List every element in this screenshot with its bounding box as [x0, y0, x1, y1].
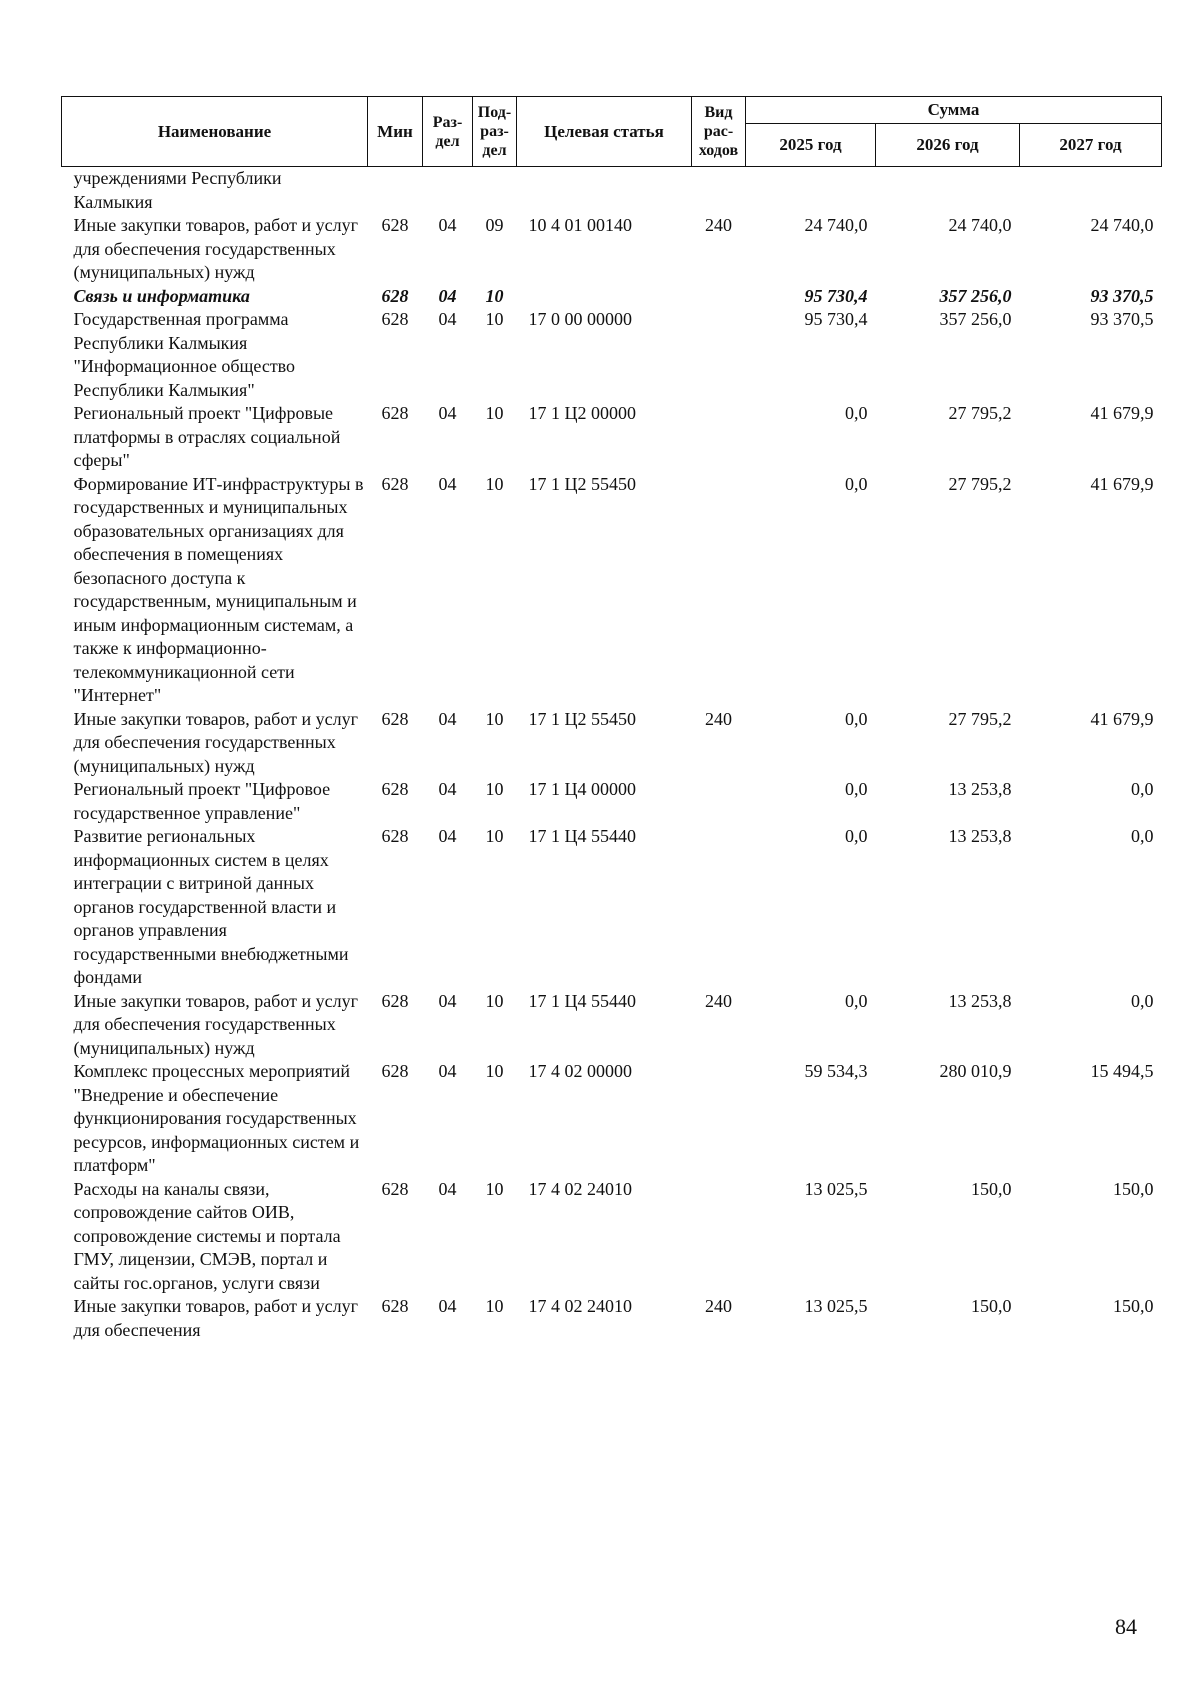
- table-row: [62, 308, 1162, 402]
- row-podrazdel: 10: [485, 285, 504, 306]
- row-razdel: 04: [438, 1178, 457, 1199]
- table-row: [62, 1295, 1162, 1342]
- row-amount-2027: 41 679,9: [1090, 403, 1154, 423]
- row-amount-2026: 27 795,2: [948, 473, 1012, 494]
- row-vid: [692, 167, 746, 215]
- row-podrazdel: [473, 167, 517, 215]
- row-amount-2025: 13 025,5: [804, 1178, 868, 1199]
- row-min: 628: [381, 708, 409, 729]
- table-body: [62, 167, 1162, 1343]
- row-podrazdel: 10: [485, 826, 504, 846]
- table-row: [62, 708, 1162, 779]
- row-amount-2025: 24 740,0: [804, 215, 868, 235]
- row-vid: [692, 308, 746, 402]
- table-row: [62, 167, 1162, 215]
- row-podrazdel: 10: [485, 1178, 504, 1199]
- row-amount-2026: 150,0: [971, 1178, 1012, 1199]
- row-amount-2026: [876, 167, 1020, 215]
- header-podrazdel: Под-раз-дел: [473, 97, 517, 167]
- row-min: 628: [381, 1178, 409, 1199]
- row-amount-2026: 27 795,2: [948, 403, 1012, 423]
- table-row: [62, 990, 1162, 1061]
- header-min: Мин: [368, 97, 423, 167]
- row-name: Иные закупки товаров, работ и услуг для обеспечения государственных (муниципальных) нужд: [73, 708, 358, 776]
- row-amount-2027: 0,0: [1131, 779, 1154, 799]
- row-razdel: 04: [438, 403, 457, 423]
- row-razdel: 04: [438, 826, 457, 846]
- row-amount-2026: 150,0: [971, 1296, 1012, 1316]
- row-amount-2025: 0,0: [845, 403, 868, 423]
- row-min: 628: [381, 473, 409, 494]
- row-celevaya: [517, 285, 692, 309]
- row-podrazdel: 10: [485, 1296, 504, 1316]
- table-row: [62, 473, 1162, 708]
- table-header: [62, 97, 1162, 167]
- row-razdel: 04: [438, 215, 457, 235]
- row-name: Региональный проект "Цифровые платформы в отраслях социальной сферы": [73, 403, 341, 470]
- row-podrazdel: 09: [485, 215, 504, 235]
- row-celevaya: 17 0 00 00000: [528, 309, 632, 329]
- row-razdel: 04: [438, 285, 457, 306]
- row-name: учреждениями Республики Калмыкия: [73, 168, 282, 212]
- row-podrazdel: 10: [485, 990, 504, 1011]
- row-podrazdel: 10: [485, 1061, 504, 1081]
- row-amount-2026: 280 010,9: [939, 1061, 1012, 1081]
- table-row: [62, 1060, 1162, 1178]
- row-min: 628: [381, 285, 409, 306]
- header-y2025: 2025 год: [746, 124, 876, 167]
- table-row: [62, 285, 1162, 309]
- row-celevaya: 17 1 Ц2 00000: [528, 403, 636, 423]
- table-row: [62, 825, 1162, 990]
- row-razdel: 04: [438, 708, 457, 729]
- header-summa: Сумма: [746, 97, 1162, 124]
- row-amount-2027: 0,0: [1131, 826, 1154, 846]
- row-razdel: 04: [438, 990, 457, 1011]
- row-amount-2025: 0,0: [845, 708, 868, 729]
- table-row: [62, 214, 1162, 285]
- row-name: Комплекс процессных мероприятий "Внедрение и обеспечение функционирования государственных ресурсов, информационных систем и платформ": [73, 1061, 360, 1175]
- row-podrazdel: 10: [485, 779, 504, 799]
- row-razdel: 04: [438, 473, 457, 494]
- row-amount-2025: 0,0: [845, 990, 868, 1011]
- row-name: Расходы на каналы связи, сопровождение сайтов ОИВ, сопровождение системы и портала ГМУ, лицензии, СМЭВ, портал и сайты гос.органов, услуги связи: [73, 1178, 341, 1293]
- row-amount-2025: [746, 167, 876, 215]
- row-amount-2027: 41 679,9: [1090, 708, 1154, 729]
- budget-table: [61, 96, 1162, 1342]
- row-vid: 240: [705, 708, 732, 729]
- row-min: 628: [381, 215, 409, 235]
- row-celevaya: 17 1 Ц2 55450: [528, 473, 636, 494]
- table-row: [62, 778, 1162, 825]
- row-name: Иные закупки товаров, работ и услуг для обеспечения: [73, 1296, 358, 1340]
- row-vid: [692, 285, 746, 309]
- row-min: 628: [381, 826, 409, 846]
- row-amount-2026: 27 795,2: [948, 708, 1012, 729]
- header-celevaya: Целевая статья: [517, 97, 692, 167]
- table-row: [62, 1178, 1162, 1296]
- row-podrazdel: 10: [485, 309, 504, 329]
- row-amount-2026: 24 740,0: [948, 215, 1012, 235]
- row-podrazdel: 10: [485, 473, 504, 494]
- row-min: 628: [381, 779, 409, 799]
- row-podrazdel: 10: [485, 403, 504, 423]
- row-celevaya: 10 4 01 00140: [528, 215, 632, 235]
- row-razdel: 04: [438, 779, 457, 799]
- row-razdel: [423, 167, 473, 215]
- row-name: Развитие региональных информационных систем в целях интеграции с витриной данных органов государственной власти и органов управления государственными внебюджетными фондами: [73, 826, 349, 987]
- row-amount-2027: 150,0: [1113, 1178, 1154, 1199]
- row-amount-2026: 13 253,8: [948, 779, 1012, 799]
- row-amount-2027: 0,0: [1131, 990, 1154, 1011]
- row-min: 628: [381, 309, 409, 329]
- row-razdel: 04: [438, 309, 457, 329]
- row-min: 628: [381, 990, 409, 1011]
- row-amount-2026: 357 256,0: [939, 309, 1012, 329]
- row-amount-2026: 13 253,8: [948, 826, 1012, 846]
- row-name: Региональный проект "Цифровое государственное управление": [73, 779, 331, 823]
- row-celevaya: 17 4 02 24010: [528, 1296, 632, 1316]
- header-razdel: Раз-дел: [423, 97, 473, 167]
- row-amount-2027: 15 494,5: [1090, 1061, 1154, 1081]
- row-celevaya: 17 1 Ц4 00000: [528, 779, 636, 799]
- row-vid: [692, 778, 746, 825]
- row-razdel: 04: [438, 1296, 457, 1316]
- row-name: Государственная программа Республики Калмыкия "Информационное общество Республики Калмыкия": [73, 309, 296, 400]
- row-razdel: 04: [438, 1061, 457, 1081]
- row-vid: 240: [705, 990, 732, 1011]
- row-amount-2026: 357 256,0: [939, 285, 1012, 306]
- header-name: Наименование: [62, 97, 368, 167]
- row-name: Связь и информатика: [73, 285, 250, 306]
- row-name: Иные закупки товаров, работ и услуг для обеспечения государственных (муниципальных) нужд: [73, 215, 358, 282]
- row-celevaya: [517, 167, 692, 215]
- table-row: [62, 402, 1162, 473]
- row-min: 628: [381, 403, 409, 423]
- row-amount-2025: 0,0: [845, 779, 868, 799]
- row-min: 628: [381, 1061, 409, 1081]
- row-name: Формирование ИТ-инфраструктуры в государственных и муниципальных образовательных организациях для обеспечения в помещениях безопасного доступа к государственным, муниципальным и иным информационным системам, а также к информационно-телекоммуникационной сети "Интернет": [73, 473, 364, 705]
- row-vid: [692, 1060, 746, 1178]
- row-celevaya: 17 1 Ц4 55440: [528, 826, 636, 846]
- row-vid: [692, 1178, 746, 1296]
- row-amount-2027: 41 679,9: [1090, 473, 1154, 494]
- row-vid: 240: [705, 1296, 732, 1316]
- row-amount-2026: 13 253,8: [948, 990, 1012, 1011]
- row-podrazdel: 10: [485, 708, 504, 729]
- row-amount-2025: 95 730,4: [804, 285, 868, 306]
- row-min: [368, 167, 423, 215]
- row-amount-2025: 0,0: [845, 826, 868, 846]
- row-vid: [692, 402, 746, 473]
- row-amount-2027: 150,0: [1113, 1296, 1154, 1316]
- row-celevaya: 17 1 Ц2 55450: [528, 708, 636, 729]
- header-vid: Вид рас-ходов: [692, 97, 746, 167]
- row-amount-2025: 95 730,4: [804, 309, 868, 329]
- row-amount-2025: 0,0: [845, 473, 868, 494]
- row-amount-2027: 93 370,5: [1090, 309, 1154, 329]
- row-amount-2025: 13 025,5: [804, 1296, 868, 1316]
- row-name: Иные закупки товаров, работ и услуг для обеспечения государственных (муниципальных) нужд: [73, 990, 358, 1058]
- row-min: 628: [381, 1296, 409, 1316]
- row-celevaya: 17 4 02 00000: [528, 1061, 632, 1081]
- header-y2027: 2027 год: [1020, 124, 1162, 167]
- row-celevaya: 17 4 02 24010: [528, 1178, 632, 1199]
- row-amount-2027: [1020, 167, 1162, 215]
- page-number: 84: [1115, 1614, 1137, 1639]
- row-amount-2025: 59 534,3: [804, 1061, 868, 1081]
- row-amount-2027: 24 740,0: [1090, 215, 1154, 235]
- row-vid: [692, 825, 746, 990]
- header-y2026: 2026 год: [876, 124, 1020, 167]
- row-vid: 240: [705, 215, 732, 235]
- row-vid: [692, 473, 746, 708]
- row-amount-2027: 93 370,5: [1090, 285, 1154, 306]
- row-celevaya: 17 1 Ц4 55440: [528, 990, 636, 1011]
